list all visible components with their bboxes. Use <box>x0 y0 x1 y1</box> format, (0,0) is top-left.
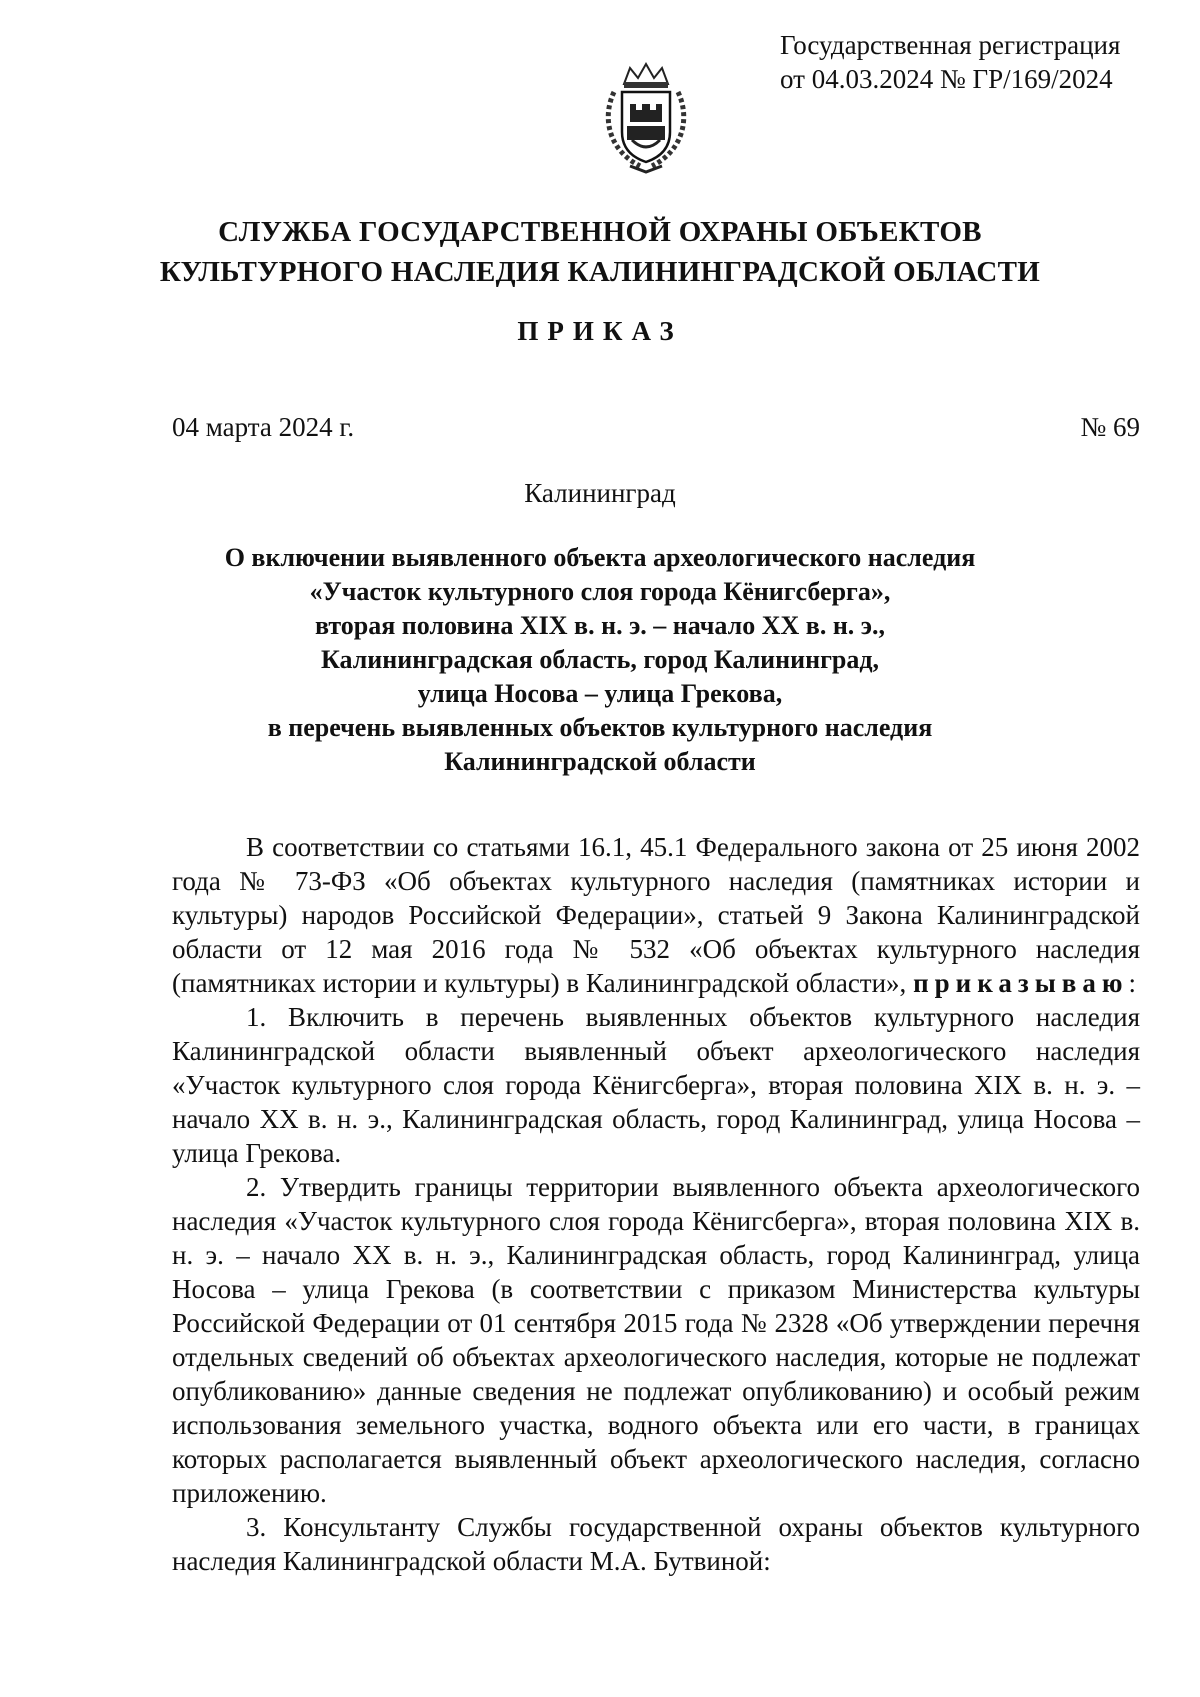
order-item-3: 3. Консультанту Службы государственной охраны объектов культурного наследия Калининградской области М.А. Бутвиной: <box>172 1512 1140 1576</box>
order-title-line: Калининградской области <box>444 747 756 776</box>
order-title-line: «Участок культурного слоя города Кёнигсберга», <box>309 577 891 606</box>
order-title-line: Калининградская область, город Калининград, <box>320 645 880 674</box>
state-registration-stamp <box>780 28 1120 96</box>
registration-line-2: от 04.03.2024 № ГР/169/2024 <box>780 64 1113 94</box>
order-title-line: улица Носова – улица Грекова, <box>417 679 783 708</box>
agency-name-line-2: КУЛЬТУРНОГО НАСЛЕДИЯ КАЛИНИНГРАДСКОЙ ОБЛАСТИ <box>159 256 1041 288</box>
registration-line-1: Государственная регистрация <box>780 30 1121 60</box>
order-title-line: в перечень выявленных объектов культурного наследия <box>267 713 933 742</box>
agency-name <box>120 212 1080 292</box>
order-date: 04 марта 2024 г. <box>172 412 355 442</box>
order-word: приказываю <box>913 968 1129 998</box>
agency-name-line-1: СЛУЖБА ГОСУДАРСТВЕННОЙ ОХРАНЫ ОБЪЕКТОВ <box>218 216 982 248</box>
preamble-paragraph <box>172 830 1140 1000</box>
order-title <box>190 541 1010 779</box>
order-title-line: О включении выявленного объекта археологического наследия <box>224 543 976 572</box>
order-item-1: 1. Включить в перечень выявленных объектов культурного наследия Калининградской области выявленный объект археологического наследия «Участок культурного слоя города Кёнигсберга», вторая половина XIX в. н. э. – начало XX в. н. э., Калининградская область, город Калининград, улица Носова – улица Грекова. <box>172 1002 1140 1168</box>
order-title-line: вторая половина XIX в. н. э. – начало XX в. н. э., <box>314 611 886 640</box>
issuing-city: Калининград <box>524 478 676 508</box>
document-type: ПРИКАЗ <box>517 316 683 346</box>
order-body <box>172 830 1140 1578</box>
order-item-2: 2. Утвердить границы территории выявленного объекта археологического наследия «Участок культурного слоя города Кёнигсберга», вторая половина XIX в. н. э. – начало XX в. н. э., Калининградская область, город Калининград, улица Носова – улица Грекова (в соответствии с приказом Министерства культуры Российской Федерации от 01 сентября 2015 года № 2328 «Об утверждении перечня отдельных сведений об объектах археологического наследия, которые не подлежат опубликованию» данные сведения не подлежат опубликованию) и особый режим использования земельного участка, водного объекта или его части, в границах которых располагается выявленный объект археологического наследия, согласно приложению. <box>172 1172 1140 1508</box>
kaliningrad-coat-of-arms-icon <box>600 62 692 174</box>
order-number: № 69 <box>1080 412 1140 442</box>
preamble-suffix: : <box>1128 968 1136 998</box>
preamble-text: В соответствии со статьями 16.1, 45.1 Федерального закона от 25 июня 2002 года № 73-ФЗ «Об объектах культурного наследия (памятниках истории и культуры) народов Российской Федерации», статьей 9 Закона Калининградской области от 12 мая 2016 года № 532 «Об объектах культурного наследия (памятниках истории и культуры) в Калининградской области», <box>172 832 1140 998</box>
